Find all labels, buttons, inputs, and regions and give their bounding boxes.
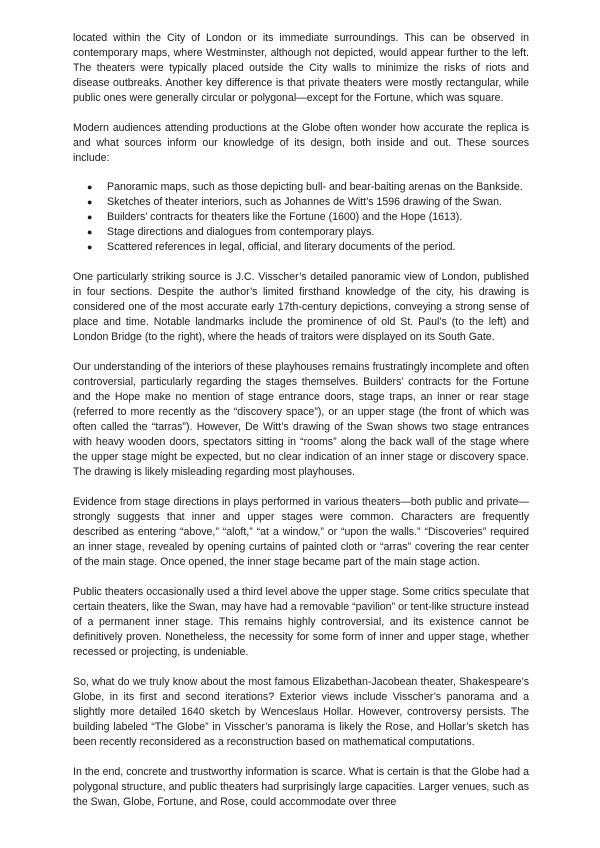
list-item-text: Scattered references in legal, official, and literary documents of the period. [107, 241, 456, 253]
document-body [73, 31, 529, 810]
list-item-text: Sketches of theater interiors, such as Johannes de Witt’s 1596 drawing of the Swan. [107, 196, 502, 208]
paragraph-playhouse-interiors: Our understanding of the interiors of these playhouses remains frustratingly incomplete and often controversial, particularly regarding the stages themselves. Builders’ contracts for the Fortune and the Hope make no mention of stage entrance doors, stage traps, an inner or rear stage (referred to more recently as the “discovery space”), or an upper stage (the front of which was often called the “tarras”). However, De Witt’s drawing of the Swan shows two stage entrances with heavy wooden doors, spectators sitting in “rooms” along the back wall of the stage where the upper stage might be expected, but no clear indication of an inner stage or discovery space. The drawing is likely misleading regarding most playhouses. [73, 361, 529, 478]
list-item [73, 195, 529, 210]
bullet-icon: ● [87, 212, 93, 222]
paragraph-third-level: Public theaters occasionally used a third level above the upper stage. Some critics speculate that certain theaters, like the Swan, may have had a removable “pavilion” or tent-like structure instead of a permanent inner stage. This remains highly controversial, and its existence cannot be definitively proven. Nonetheless, the necessity for some form of inner and upper stage, whether recessed or projecting, is undeniable. [73, 586, 529, 658]
paragraph-visscher-panorama: One particularly striking source is J.C. Visscher’s detailed panoramic view of London, published in four sections. Despite the author’s limited firsthand knowledge of the city, his drawing is considered one of the most accurate early 17th-century depictions, conveying a strong sense of place and time. Notable landmarks include the prominence of old St. Paul’s (to the left) and London Bridge (to the right), where the heads of traitors were displayed on its South Gate. [73, 271, 529, 343]
paragraph-globe-sources-intro: Modern audiences attending productions at the Globe often wonder how accurate the replica is and what sources inform our knowledge of its design, both inside and out. These sources include: [73, 122, 529, 164]
list-item-text: Panoramic maps, such as those depicting bull- and bear-baiting arenas on the Bankside. [107, 181, 523, 193]
list-item-text: Stage directions and dialogues from contemporary plays. [107, 226, 375, 238]
sources-list [73, 180, 529, 255]
paragraph-globe-knowledge: So, what do we truly know about the most famous Elizabethan-Jacobean theater, Shakespeare’s Globe, in its first and second iterations? Exterior views include Visscher’s panorama and a slightly more detailed 1640 sketch by Wenceslaus Hollar. However, controversy persists. The building labeled “The Globe” in Visscher’s panorama is likely the Rose, and Hollar’s sketch has been recently reconsidered as a reconstruction based on mathematical computations. [73, 676, 529, 748]
paragraph-city-location: located within the City of London or its immediate surroundings. This can be observed in contemporary maps, where Westminster, although not depicted, would appear further to the left. The theaters were typically placed outside the City walls to minimize the risks of riots and disease outbreaks. Another key difference is that private theaters were mostly rectangular, while public ones were generally circular or polygonal—except for the Fortune, which was square. [73, 32, 529, 104]
list-item [73, 180, 529, 195]
paragraph-conclusion: In the end, concrete and trustworthy information is scarce. What is certain is that the Globe had a polygonal structure, and public theaters had surprisingly large capacities. Larger venues, such as the Swan, Globe, Fortune, and Rose, could accommodate over three [73, 766, 529, 808]
bullet-icon: ● [87, 197, 93, 207]
bullet-icon: ● [87, 182, 93, 192]
list-item-text: Builders’ contracts for theaters like the Fortune (1600) and the Hope (1613). [107, 211, 463, 223]
bullet-icon: ● [87, 242, 93, 252]
list-item [73, 225, 529, 240]
list-item [73, 240, 529, 255]
paragraph-stage-directions: Evidence from stage directions in plays performed in various theaters—both public and private—strongly suggests that inner and upper stages were common. Characters are frequently described as entering “above,” “aloft,” “at a window,” or “upon the walls.” “Discoveries” required an inner stage, revealed by opening curtains of painted cloth or “arras” covering the rear center of the main stage. Once opened, the inner stage became part of the main stage action. [73, 496, 529, 568]
list-item [73, 210, 529, 225]
bullet-icon: ● [87, 227, 93, 237]
